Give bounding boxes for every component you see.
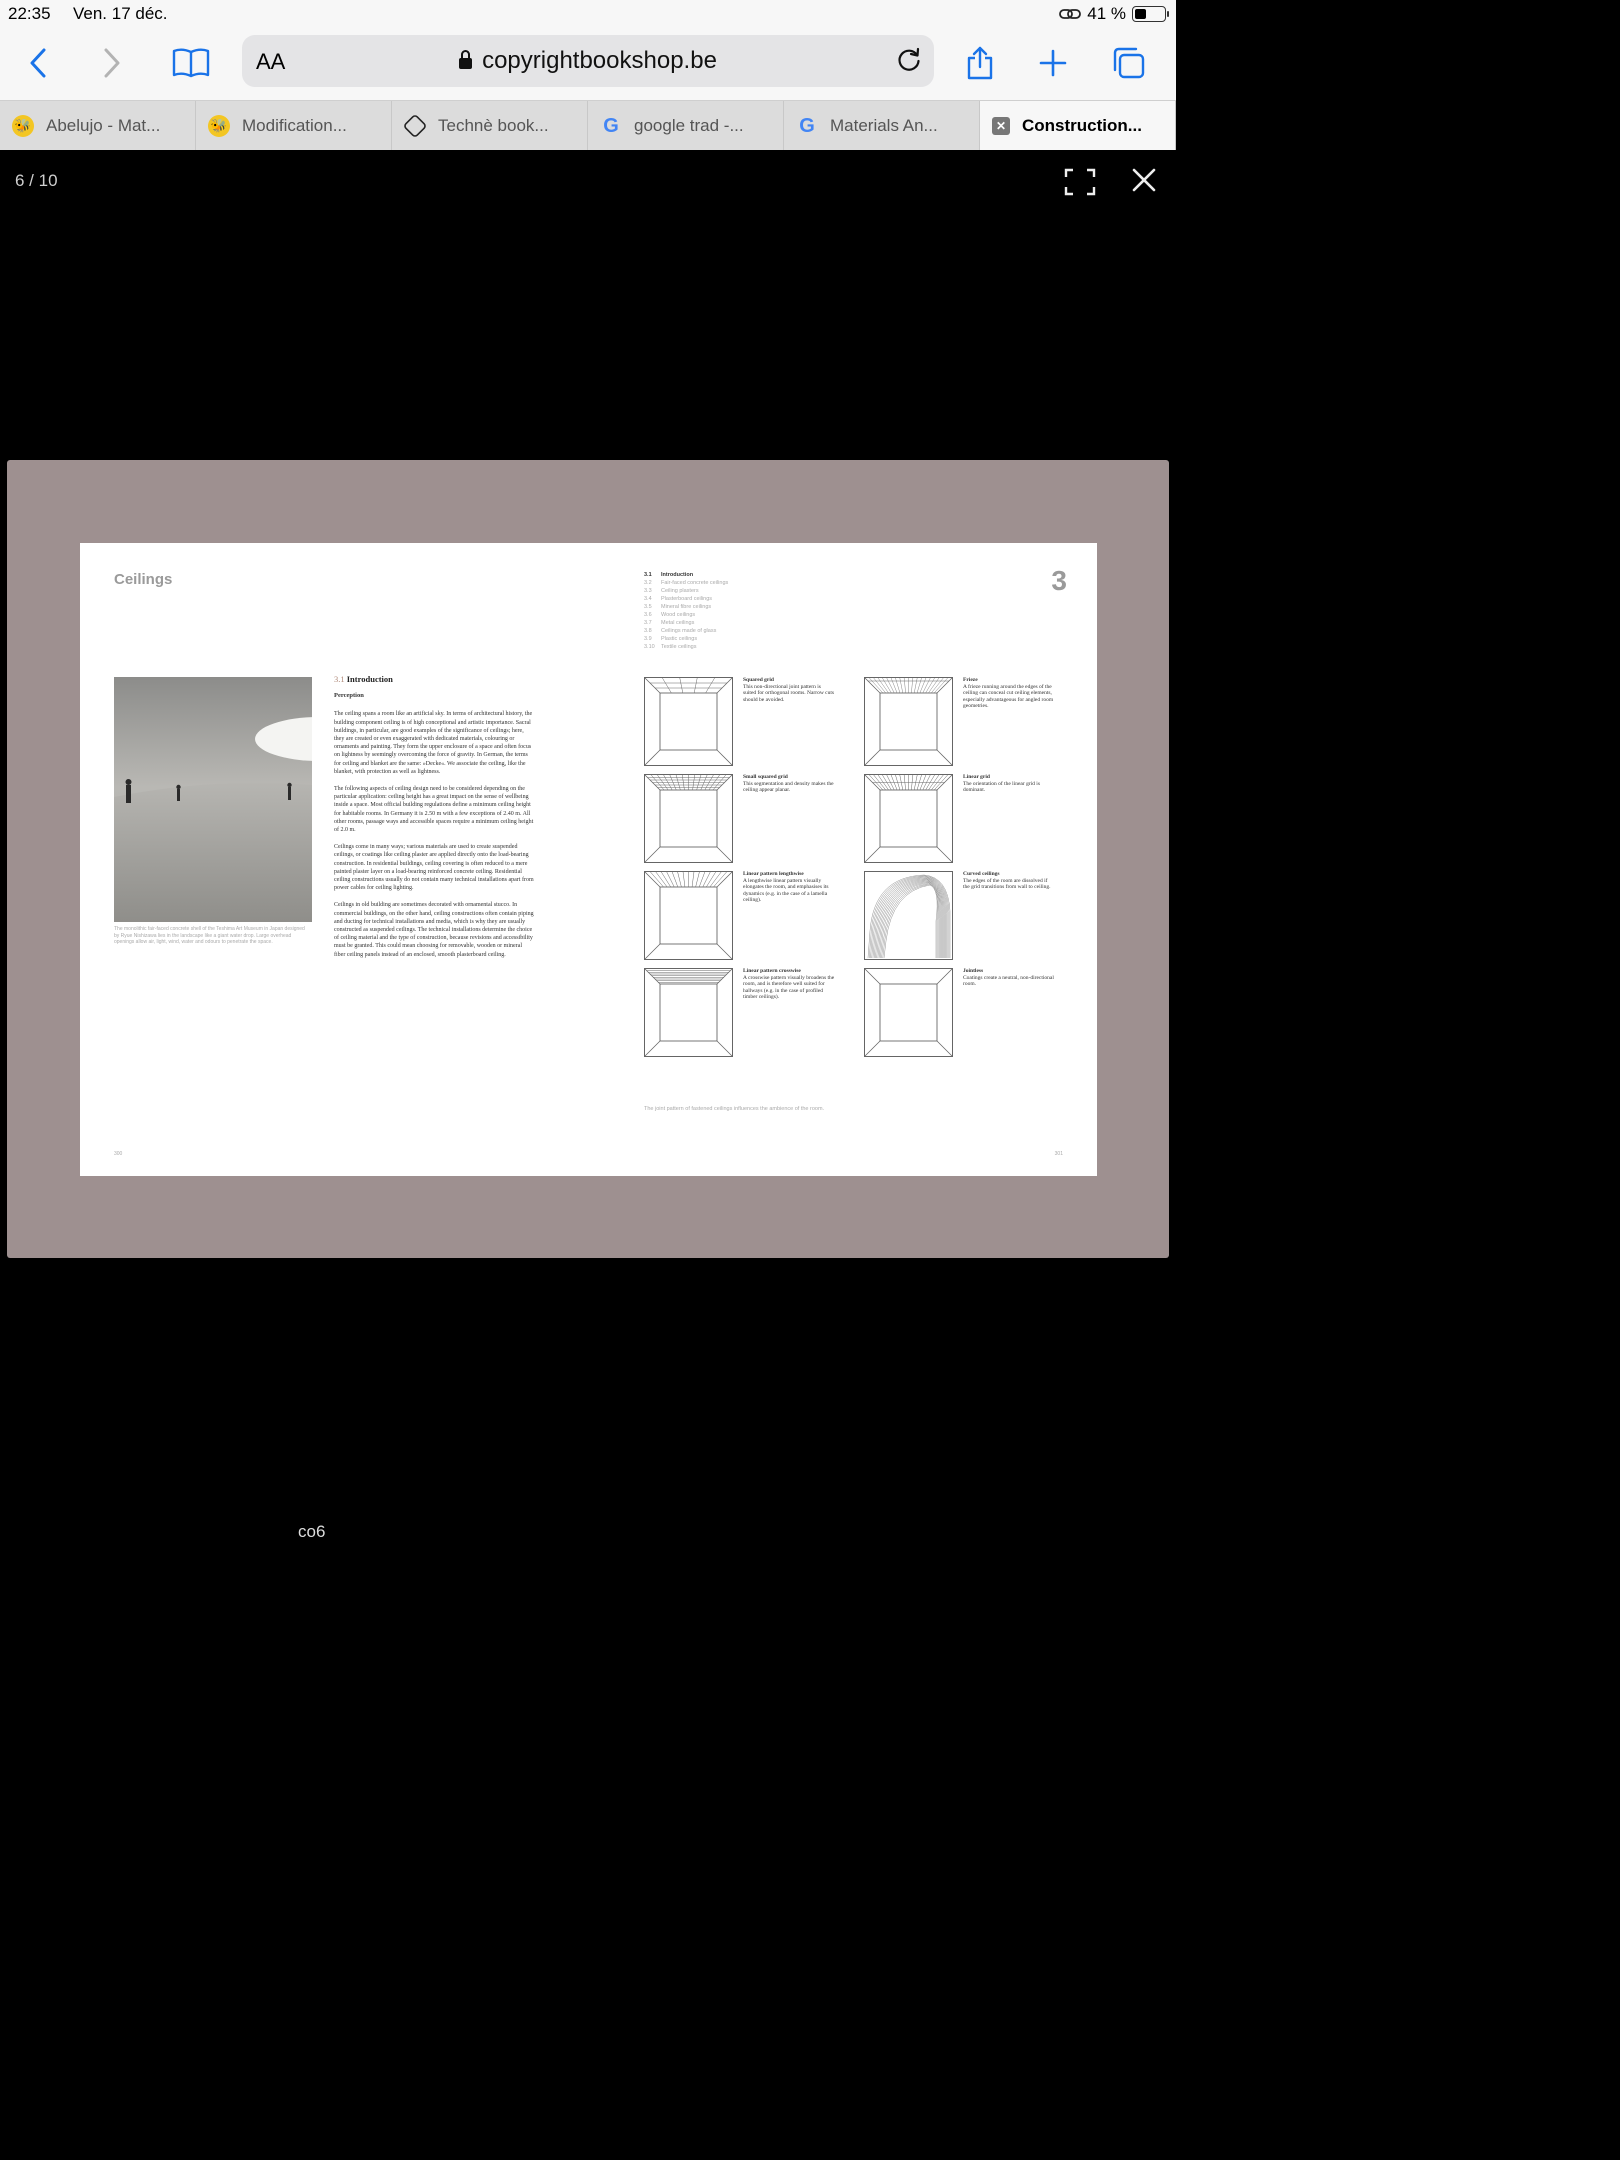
page-number-left: 300: [114, 1151, 123, 1157]
diagram-title: Squared grid: [743, 677, 774, 683]
introduction-text: [334, 675, 534, 968]
ceiling-diagram-curved: [864, 871, 953, 960]
book-spread: [80, 543, 1097, 1176]
toc-title: Ceilings made of glass: [661, 628, 717, 634]
status-right: [1059, 4, 1166, 24]
ceiling-diagram-lineargrid: [864, 774, 953, 863]
tab-label: Construction...: [1022, 116, 1142, 135]
bee-icon: 🐝: [12, 115, 34, 137]
toc-number: 3.8: [644, 628, 652, 634]
diagram-label: [963, 677, 1055, 710]
forward-button[interactable]: [89, 40, 135, 86]
battery-icon: [1132, 6, 1166, 22]
tab-label: google trad -...: [634, 116, 744, 135]
diagram-text: The edges of the room are dissolved if the grid transitions from wall to ceiling.: [963, 877, 1051, 890]
toc-entry: [644, 643, 728, 651]
diagram-label: [743, 968, 835, 1001]
ceiling-diagram-smallgrid: [644, 774, 733, 863]
tab-3[interactable]: [392, 101, 588, 151]
diagram-text: The orientation of the linear grid is dominant.: [963, 780, 1040, 793]
google-icon: G: [799, 114, 815, 137]
diagram-text: A frieze running around the edges of the ceiling can conceal cut ceiling elements, especially advantageous for angled room geometries.: [963, 683, 1054, 709]
battery-percent: 41 %: [1087, 4, 1126, 23]
toc-entry: [644, 619, 728, 627]
diagram-text: This non-directional joint pattern is suited for orthogonal rooms. Narrow cuts should be avoided.: [743, 683, 835, 703]
diagram-label: [743, 871, 835, 904]
browser-toolbar: [0, 30, 1176, 100]
toc-number: 3.1: [644, 572, 652, 578]
toc-title: Fair-faced concrete ceilings: [661, 580, 729, 586]
ceiling-diagram-grid: [644, 677, 733, 766]
ceiling-diagram-lengthwise: [644, 871, 733, 960]
bookmarks-button[interactable]: [168, 40, 214, 86]
toc-title: Ceiling plasters: [661, 588, 699, 594]
toc-number: 3.3: [644, 588, 652, 594]
section-number: 3.1: [334, 674, 345, 684]
diagram-title: Linear pattern lengthwise: [743, 871, 804, 877]
close-icon[interactable]: [1130, 166, 1158, 194]
link-icon: [1059, 7, 1081, 21]
image-counter: 6 / 10: [15, 171, 58, 190]
subheading: Perception: [334, 692, 364, 700]
share-icon: [965, 46, 995, 80]
paragraph: The following aspects of ceiling design need to be considered depending on the particular application: ceiling height has a great impact on the sense of wellbeing inside a space. Most official building regulations define a minimum ceiling height for habitable rooms. In Germany it is 2.50 m with a few exceptions of 2.40 m. All other rooms, passage ways and accessible spaces require a minimum ceiling height of 2.0 m.: [334, 786, 534, 834]
fullscreen-icon[interactable]: [1064, 168, 1096, 196]
diagram-title: Linear pattern crosswise: [743, 968, 801, 974]
toc-title: Mineral fibre ceilings: [661, 604, 712, 610]
diagram-label: [963, 968, 1055, 988]
share-button[interactable]: [957, 40, 1003, 86]
tab-label: Materials An...: [830, 116, 938, 135]
lock-icon: [459, 58, 472, 69]
diagram-text: A lengthwise linear pattern visually elongates the room, and emphasises its dynamics (e.g. in the case of a lamella ceiling).: [743, 877, 829, 903]
toc-entry: [644, 587, 728, 595]
diagram-label: [963, 774, 1055, 794]
diagram-label: [743, 677, 835, 703]
techne-icon: [403, 114, 428, 139]
image-caption: co6: [298, 1522, 326, 1541]
paragraph: Ceilings in old building are sometimes decorated with ornamental stucco. In commercial buildings, on the other hand, ceiling constructions often contain piping and ducting for technical installations and media, which is why they are usually constructed as suspended ceilings. The technical installations determine the choice of ceiling material and the type of construction, because revisions and accessibility must be granted. This could mean choosing for removable, wooden or mineral fiber ceiling panels instead of an enclosed, smooth plasterboard ceiling.: [334, 902, 534, 958]
toc-title: Plastic ceilings: [661, 636, 698, 642]
toc-title: Plasterboard ceilings: [661, 596, 713, 602]
tab-label: Modification...: [242, 116, 347, 135]
image-viewer: [0, 150, 1176, 1568]
tab-bar: [0, 100, 1176, 150]
diagram-title: Jointless: [963, 968, 984, 974]
paragraph: The ceiling spans a room like an artificial sky. In terms of architectural history, the building component ceiling is of high conceptional and artistic importance. Sacral buildings, in particular, are good examples of the significance of ceilings; here, they are created or even exaggerated with dedicated materials, colouring or ornaments and painting. They form the upper enclosure of a space and often focus on lightness by seemingly overcoming the force of gravity. In German, the terms for ceiling and blanket are the same: »Decke«. We associate the ceiling, like the blanket, with protection as well as lightness.: [334, 711, 533, 775]
tab-6[interactable]: [980, 101, 1176, 151]
ceiling-diagram-frieze: [864, 677, 953, 766]
photo-caption: The monolithic fair-faced concrete shell of the Teshima Art Museum in Japan designed by Ryue Nishizawa lies in the landscape like a giant water drop. Large overhead openings allow air, light, wind, water and odours to penetrate the space.: [114, 926, 305, 945]
toc-number: 3.6: [644, 612, 652, 618]
clock: 22:35: [8, 4, 51, 23]
close-tab-icon[interactable]: ✕: [992, 117, 1010, 135]
chevron-left-icon: [28, 48, 48, 78]
ceiling-diagram-none: [864, 968, 953, 1057]
section-heading: [334, 675, 534, 683]
toc-number: 3.2: [644, 580, 652, 586]
toc-number: 3.10: [644, 644, 655, 650]
toc-number: 3.4: [644, 596, 652, 602]
google-icon: G: [603, 114, 619, 137]
toc-number: 3.7: [644, 620, 652, 626]
toc-entry: [644, 627, 728, 635]
address-bar[interactable]: [242, 35, 934, 87]
paragraph: Ceilings come in many ways; various materials are used to create suspended ceilings, or coatings like ceiling plaster are applied directly onto the load-bearing construction. In residential buildings, ceiling covering is often reduced to a mere painted plaster layer on a load-bearing reinforced concrete ceiling. Residential ceiling constructions usually do not contain many technical installations apart from power cables for ceiling lighting.: [334, 844, 534, 892]
diagram-label: [963, 871, 1055, 891]
tabs-icon: [1111, 47, 1145, 79]
toc-entry: [644, 579, 728, 587]
text-size-label: AA: [256, 49, 286, 74]
tab-label: Technè book...: [438, 116, 549, 135]
back-button[interactable]: [15, 40, 61, 86]
date: Ven. 17 déc.: [73, 4, 168, 23]
diagram-label: [743, 774, 835, 794]
toc-title: Introduction: [661, 572, 694, 578]
toc-entry: [644, 595, 728, 603]
tab-1[interactable]: [0, 101, 196, 151]
book-image-frame: [7, 460, 1169, 1258]
diagram-text: Coatings create a neutral, non-directional room.: [963, 974, 1054, 987]
toc-number: 3.5: [644, 604, 652, 610]
new-tab-button[interactable]: [1030, 40, 1076, 86]
book-icon: [172, 48, 210, 78]
diagram-text: A crosswise pattern visually broadens the room, and is therefore well suited for hallways (e.g. in the case of profiled timber ceilings).: [743, 974, 835, 1000]
tab-overview-button[interactable]: [1105, 40, 1151, 86]
toc-entry: [644, 611, 728, 619]
table-of-contents: [644, 571, 728, 651]
page-number-right: 301: [1054, 1151, 1063, 1157]
diagram-text: This segmentation and density makes the ceiling appear planar.: [743, 780, 834, 793]
toc-title: Textile ceilings: [661, 644, 697, 650]
tab-2[interactable]: [196, 101, 392, 151]
status-bar: [0, 0, 1176, 30]
section-title: Introduction: [346, 674, 393, 684]
figure-caption: The joint pattern of fastened ceilings influences the ambience of the room.: [644, 1106, 825, 1112]
tab-label: Abelujo - Mat...: [46, 116, 161, 135]
tab-5[interactable]: [784, 101, 980, 151]
museum-photo: [114, 677, 312, 922]
toc-title: Wood ceilings: [661, 612, 696, 618]
toc-entry: [644, 635, 728, 643]
chapter-number: 3: [1051, 565, 1067, 596]
diagram-title: Linear grid: [963, 774, 990, 780]
url-display[interactable]: [242, 47, 934, 75]
diagram-title: Small squared grid: [743, 774, 788, 780]
chapter-title: Ceilings: [114, 571, 173, 588]
toc-entry: [644, 571, 728, 579]
diagram-title: Curved ceilings: [963, 871, 1000, 877]
chevron-right-icon: [102, 48, 122, 78]
url-text: copyrightbookshop.be: [482, 47, 717, 74]
reload-icon[interactable]: [896, 47, 922, 73]
toc-number: 3.9: [644, 636, 652, 642]
toc-entry: [644, 603, 728, 611]
toc-title: Metal ceilings: [661, 620, 695, 626]
bee-icon: 🐝: [208, 115, 230, 137]
ceiling-diagram-crosswise: [644, 968, 733, 1057]
plus-icon: [1039, 49, 1067, 77]
tab-4[interactable]: [588, 101, 784, 151]
diagram-title: Frieze: [963, 677, 978, 683]
